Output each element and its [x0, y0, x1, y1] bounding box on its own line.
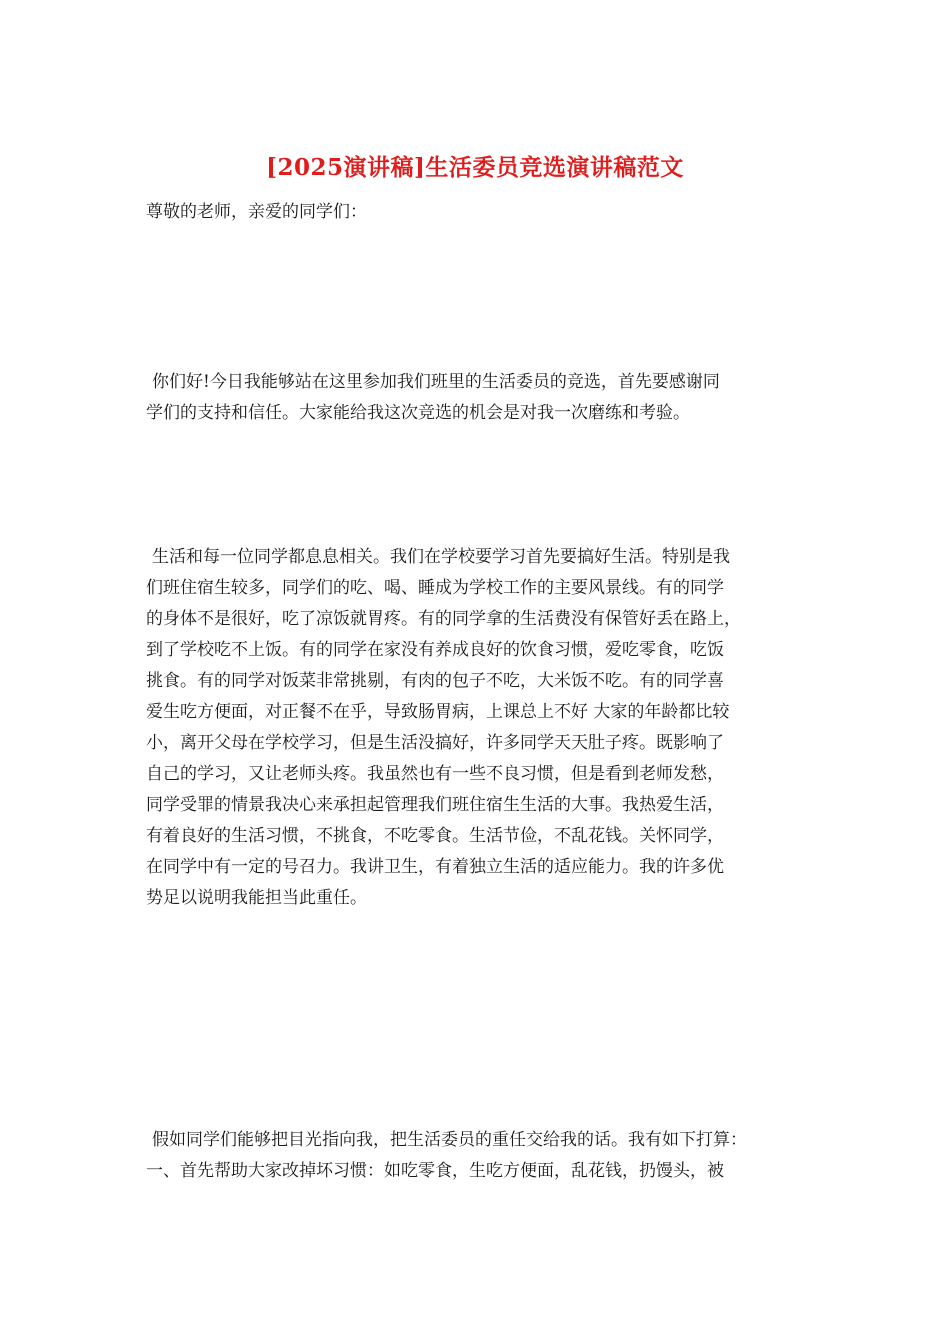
- paragraph-life-and-habits: [146, 542, 826, 914]
- paragraph-line: 你们好!今日我能够站在这里参加我们班里的生活委员的竞选，首先要感谢同: [152, 372, 720, 392]
- paragraph-line: 小，离开父母在学校学习，但是生活没搞好，许多同学天天肚子疼。既影响了: [146, 733, 724, 753]
- paragraph-line: 一、首先帮助大家改掉坏习惯：如吃零食，生吃方便面，乱花钱，扔馒头，被: [146, 1161, 724, 1181]
- paragraph-line: 有着良好的生活习惯，不挑食，不吃零食。生活节俭，不乱花钱。关怀同学，: [146, 826, 724, 846]
- paragraph-line: 假如同学们能够把目光指向我，把生活委员的重任交给我的话。我有如下打算：: [152, 1130, 747, 1150]
- paragraph-line: 爱生吃方便面，对正餐不在乎，导致肠胃病，上课总上不好 大家的年龄都比较: [146, 702, 730, 722]
- paragraph-line: 势足以说明我能担当此重任。: [146, 888, 367, 908]
- paragraph-line: 挑食。有的同学对饭菜非常挑剔，有肉的包子不吃，大米饭不吃。有的同学喜: [146, 671, 724, 691]
- paragraph-line: 的身体不是很好，吃了凉饭就胃疼。有的同学拿的生活费没有保管好丢在路上，: [146, 609, 741, 629]
- paragraph-greeting: [146, 367, 826, 429]
- paragraph-line: 到了学校吃不上饭。有的同学在家没有养成良好的饮食习惯，爱吃零食，吃饭: [146, 640, 724, 660]
- salutation: 尊敬的老师，亲爱的同学们：: [146, 202, 367, 222]
- paragraph-line: 同学受罪的情景我决心来承担起管理我们班住宿生生活的大事。我热爱生活，: [146, 795, 724, 815]
- paragraph-line: 学们的支持和信任。大家能给我这次竞选的机会是对我一次磨练和考验。: [146, 403, 690, 423]
- paragraph-line: 自己的学习，又让老师头疼。我虽然也有一些不良习惯，但是看到老师发愁，: [146, 764, 724, 784]
- paragraph-line: 生活和每一位同学都息息相关。我们在学校要学习首先要搞好生活。特别是我: [152, 547, 730, 567]
- paragraph-line: 在同学中有一定的号召力。我讲卫生，有着独立生活的适应能力。我的许多优: [146, 857, 724, 877]
- document-title: [2025演讲稿]生活委员竞选演讲稿范文: [266, 154, 684, 181]
- paragraph-plan: [146, 1125, 826, 1187]
- paragraph-line: 们班住宿生较多，同学们的吃、喝、睡成为学校工作的主要风景线。有的同学: [146, 578, 724, 598]
